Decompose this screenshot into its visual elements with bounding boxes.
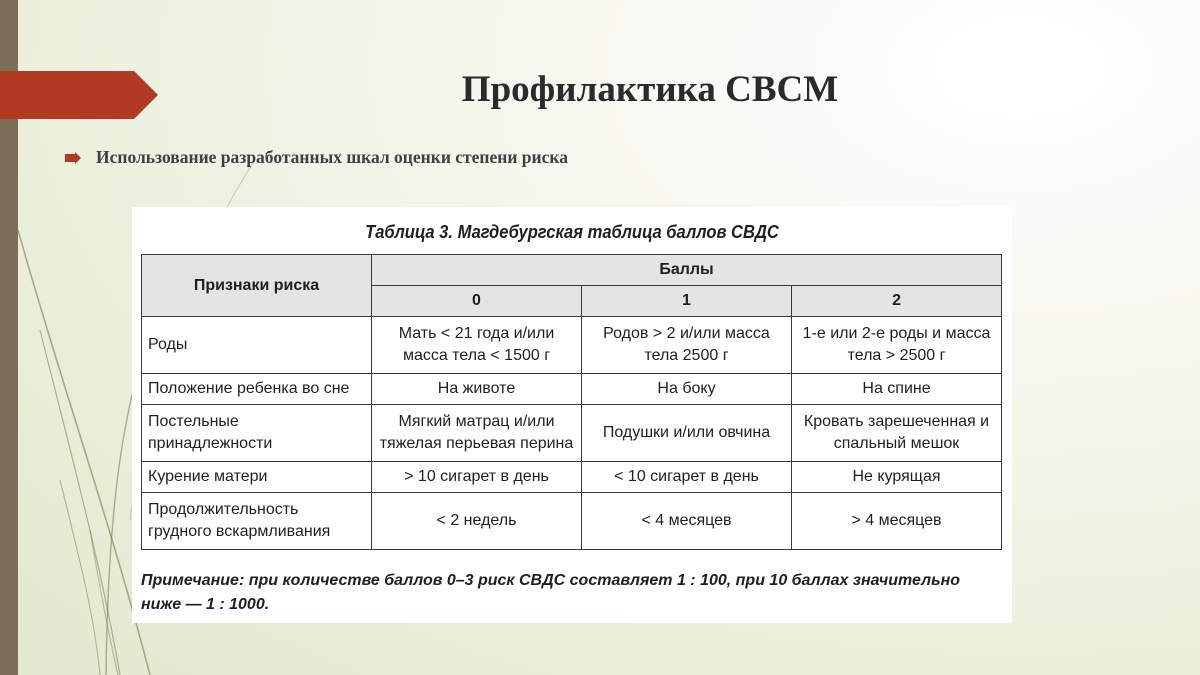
row-score-1: На боку (582, 374, 792, 405)
slide-title: Профилактика СВСМ (461, 69, 839, 110)
row-sign: Роды (142, 317, 372, 374)
arrow-bullet-icon (65, 152, 81, 164)
row-sign: Постельные принадлежности (142, 405, 372, 462)
table-row (142, 462, 1002, 493)
row-score-0: Мать < 21 года и/или масса тела < 1500 г (372, 317, 582, 374)
header-score-1: 1 (582, 286, 792, 317)
row-score-2: Не курящая (792, 462, 1002, 493)
row-sign: Продолжительность грудного вскармливания (142, 493, 372, 550)
row-score-1: Родов > 2 и/или масса тела 2500 г (582, 317, 792, 374)
table-row (142, 405, 1002, 462)
row-score-0: На животе (372, 374, 582, 405)
row-score-2: 1-е или 2-е роды и масса тела > 2500 г (792, 317, 1002, 374)
bullet-text: Использование разработанных шкал оценки степени риска (96, 147, 568, 167)
magdeburg-score-table (141, 254, 1002, 550)
row-score-1: < 10 сигарет в день (582, 462, 792, 493)
header-points: Баллы (372, 255, 1002, 286)
header-score-0: 0 (372, 286, 582, 317)
row-score-0: > 10 сигарет в день (372, 462, 582, 493)
row-sign: Положение ребенка во сне (142, 374, 372, 405)
bullet-item (65, 147, 568, 168)
table-caption: Таблица 3. Магдебургская таблица баллов СВДС (365, 222, 779, 242)
row-score-2: Кровать зарешеченная и спальный мешок (792, 405, 1002, 462)
row-score-2: > 4 месяцев (792, 493, 1002, 550)
table-note: Примечание: при количестве баллов 0–3 риск СВДС составляет 1 : 100, при 10 баллах значительно ниже — 1 : 1000. (141, 572, 961, 613)
row-score-1: < 4 месяцев (582, 493, 792, 550)
row-score-2: На спине (792, 374, 1002, 405)
row-score-0: Мягкий матрац и/или тяжелая перьевая перина (372, 405, 582, 462)
row-score-1: Подушки и/или овчина (582, 405, 792, 462)
header-score-2: 2 (792, 286, 1002, 317)
table-row (142, 374, 1002, 405)
table-row (142, 317, 1002, 374)
title-accent-tab (0, 71, 158, 119)
row-sign: Курение матери (142, 462, 372, 493)
row-score-0: < 2 недель (372, 493, 582, 550)
score-table-image (132, 207, 1012, 623)
header-risk-signs: Признаки риска (142, 255, 372, 317)
table-row (142, 493, 1002, 550)
